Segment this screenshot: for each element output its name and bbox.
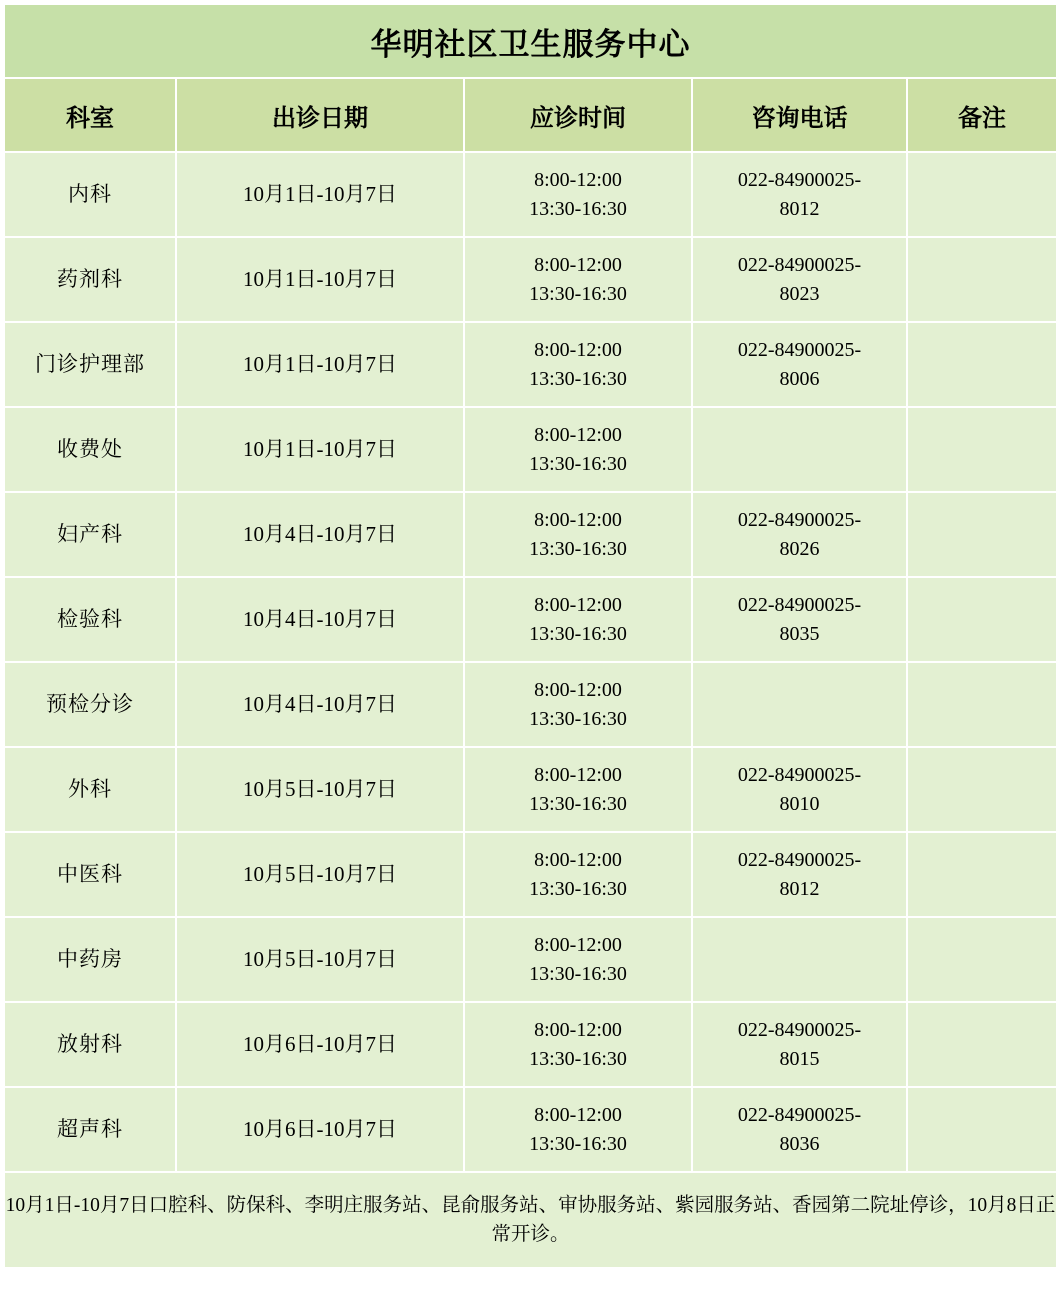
cell-phone <box>692 577 907 662</box>
cell-time <box>464 492 692 577</box>
cell-date: 10月1日-10月7日 <box>176 152 464 237</box>
phone-ext: 8010 <box>779 792 820 815</box>
time-morning: 8:00-12:00 <box>534 1018 622 1041</box>
time-morning: 8:00-12:00 <box>534 1103 622 1126</box>
cell-remark <box>907 237 1057 322</box>
table-row <box>4 662 1057 747</box>
cell-remark <box>907 662 1057 747</box>
cell-time <box>464 322 692 407</box>
phone-prefix: 022-84900025- <box>737 848 862 871</box>
table-row <box>4 1002 1057 1087</box>
title-row <box>4 4 1057 78</box>
table-row <box>4 747 1057 832</box>
cell-date: 10月4日-10月7日 <box>176 577 464 662</box>
cell-remark <box>907 577 1057 662</box>
cell-dept: 超声科 <box>4 1087 176 1172</box>
phone-ext: 8012 <box>779 877 820 900</box>
time-morning: 8:00-12:00 <box>534 593 622 616</box>
time-morning: 8:00-12:00 <box>534 763 622 786</box>
table-row <box>4 152 1057 237</box>
cell-date: 10月1日-10月7日 <box>176 322 464 407</box>
phone-prefix: 022-84900025- <box>737 1018 862 1041</box>
cell-remark <box>907 1002 1057 1087</box>
cell-phone <box>692 152 907 237</box>
cell-dept: 检验科 <box>4 577 176 662</box>
time-afternoon: 13:30-16:30 <box>529 622 627 645</box>
cell-phone <box>692 407 907 492</box>
phone-ext: 8012 <box>779 197 820 220</box>
cell-date: 10月4日-10月7日 <box>176 662 464 747</box>
time-afternoon: 13:30-16:30 <box>529 452 627 475</box>
cell-remark <box>907 407 1057 492</box>
cell-remark <box>907 322 1057 407</box>
cell-date: 10月5日-10月7日 <box>176 917 464 1002</box>
time-afternoon: 13:30-16:30 <box>529 962 627 985</box>
cell-remark <box>907 152 1057 237</box>
cell-time <box>464 577 692 662</box>
cell-date: 10月4日-10月7日 <box>176 492 464 577</box>
time-morning: 8:00-12:00 <box>534 168 622 191</box>
time-afternoon: 13:30-16:30 <box>529 197 627 220</box>
table-row <box>4 577 1057 662</box>
time-afternoon: 13:30-16:30 <box>529 282 627 305</box>
cell-phone <box>692 237 907 322</box>
time-afternoon: 13:30-16:30 <box>529 707 627 730</box>
phone-prefix: 022-84900025- <box>737 763 862 786</box>
phone-ext: 8023 <box>779 282 820 305</box>
table-row <box>4 322 1057 407</box>
column-header-time: 应诊时间 <box>464 78 692 152</box>
cell-remark <box>907 832 1057 917</box>
cell-date: 10月5日-10月7日 <box>176 747 464 832</box>
cell-date: 10月6日-10月7日 <box>176 1002 464 1087</box>
cell-time <box>464 747 692 832</box>
time-afternoon: 13:30-16:30 <box>529 537 627 560</box>
schedule-table <box>3 3 1058 1269</box>
phone-ext: 8035 <box>779 622 820 645</box>
phone-ext: 8026 <box>779 537 820 560</box>
cell-phone <box>692 492 907 577</box>
cell-phone <box>692 1002 907 1087</box>
phone-ext: 8006 <box>779 367 820 390</box>
header-row <box>4 78 1057 152</box>
cell-dept: 药剂科 <box>4 237 176 322</box>
time-afternoon: 13:30-16:30 <box>529 367 627 390</box>
cell-date: 10月5日-10月7日 <box>176 832 464 917</box>
phone-prefix: 022-84900025- <box>737 253 862 276</box>
cell-date: 10月1日-10月7日 <box>176 407 464 492</box>
time-morning: 8:00-12:00 <box>534 423 622 446</box>
cell-phone <box>692 662 907 747</box>
cell-dept: 门诊护理部 <box>4 322 176 407</box>
table-row <box>4 237 1057 322</box>
time-afternoon: 13:30-16:30 <box>529 792 627 815</box>
phone-prefix: 022-84900025- <box>737 1103 862 1126</box>
cell-phone <box>692 322 907 407</box>
time-afternoon: 13:30-16:30 <box>529 1047 627 1070</box>
document-title: 华明社区卫生服务中心 <box>4 4 1057 78</box>
cell-dept: 妇产科 <box>4 492 176 577</box>
time-morning: 8:00-12:00 <box>534 933 622 956</box>
cell-phone <box>692 832 907 917</box>
time-morning: 8:00-12:00 <box>534 338 622 361</box>
cell-date: 10月1日-10月7日 <box>176 237 464 322</box>
cell-dept: 外科 <box>4 747 176 832</box>
column-header-remark: 备注 <box>907 78 1057 152</box>
footnote: 10月1日-10月7日口腔科、防保科、李明庄服务站、昆俞服务站、审协服务站、紫园服务站、香园第二院址停诊，10月8日正常开诊。 <box>4 1172 1057 1268</box>
time-morning: 8:00-12:00 <box>534 848 622 871</box>
cell-remark <box>907 917 1057 1002</box>
cell-dept: 内科 <box>4 152 176 237</box>
footnote-row <box>4 1172 1057 1268</box>
time-afternoon: 13:30-16:30 <box>529 877 627 900</box>
cell-time <box>464 237 692 322</box>
cell-phone <box>692 747 907 832</box>
time-afternoon: 13:30-16:30 <box>529 1132 627 1155</box>
cell-remark <box>907 747 1057 832</box>
cell-time <box>464 1087 692 1172</box>
cell-phone <box>692 917 907 1002</box>
table-row <box>4 492 1057 577</box>
time-morning: 8:00-12:00 <box>534 508 622 531</box>
table-row <box>4 832 1057 917</box>
cell-phone <box>692 1087 907 1172</box>
time-morning: 8:00-12:00 <box>534 253 622 276</box>
phone-prefix: 022-84900025- <box>737 338 862 361</box>
table-row <box>4 1087 1057 1172</box>
phone-prefix: 022-84900025- <box>737 168 862 191</box>
column-header-date: 出诊日期 <box>176 78 464 152</box>
phone-ext: 8036 <box>779 1132 820 1155</box>
phone-prefix: 022-84900025- <box>737 508 862 531</box>
cell-dept: 中药房 <box>4 917 176 1002</box>
time-morning: 8:00-12:00 <box>534 678 622 701</box>
column-header-dept: 科室 <box>4 78 176 152</box>
phone-ext: 8015 <box>779 1047 820 1070</box>
cell-time <box>464 1002 692 1087</box>
schedule-document <box>0 3 1059 1294</box>
column-header-phone: 咨询电话 <box>692 78 907 152</box>
cell-time <box>464 917 692 1002</box>
table-row <box>4 917 1057 1002</box>
cell-dept: 放射科 <box>4 1002 176 1087</box>
cell-time <box>464 152 692 237</box>
cell-date: 10月6日-10月7日 <box>176 1087 464 1172</box>
cell-time <box>464 407 692 492</box>
phone-prefix: 022-84900025- <box>737 593 862 616</box>
cell-time <box>464 662 692 747</box>
cell-dept: 收费处 <box>4 407 176 492</box>
cell-time <box>464 832 692 917</box>
table-row <box>4 407 1057 492</box>
cell-remark <box>907 492 1057 577</box>
cell-remark <box>907 1087 1057 1172</box>
cell-dept: 中医科 <box>4 832 176 917</box>
cell-dept: 预检分诊 <box>4 662 176 747</box>
